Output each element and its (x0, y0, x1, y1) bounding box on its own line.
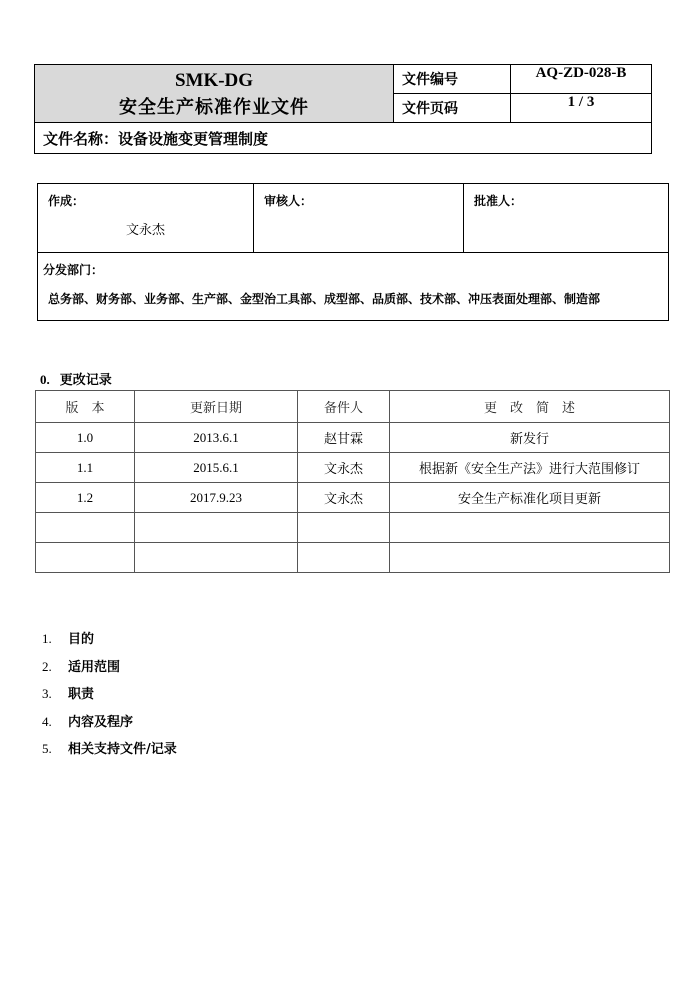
list-item (42, 711, 177, 739)
section-title: 相关支持文件/记录 (68, 742, 177, 757)
date-cell: 2017.9.23 (135, 483, 298, 513)
approval-table (37, 183, 669, 321)
table-row (36, 453, 670, 483)
table-row (36, 513, 670, 543)
document-type: 安全生产标准作业文件 (119, 96, 309, 118)
section-list (42, 628, 177, 766)
author-label: 作成： (48, 194, 85, 208)
section-number: 3. (42, 686, 52, 701)
reviewer-label: 审核人： (264, 194, 313, 208)
version-cell (36, 513, 135, 543)
version-cell (36, 543, 135, 573)
section-title: 适用范围 (68, 659, 121, 675)
list-item (42, 656, 177, 684)
date-cell: 2013.6.1 (135, 423, 298, 453)
document-title-row (35, 123, 652, 154)
list-item (42, 628, 177, 656)
company-name: SMK-DG (174, 69, 254, 91)
table-row (36, 423, 670, 453)
author-name: 文永杰 (125, 223, 165, 238)
person-cell: 文永杰 (298, 453, 390, 483)
author-cell (38, 184, 254, 253)
revision-header-row (36, 391, 670, 423)
column-header-person: 备件人 (298, 391, 390, 423)
date-cell (135, 513, 298, 543)
version-cell: 1.2 (36, 483, 135, 513)
document-title-label: 文件名称： (43, 129, 119, 148)
list-item (42, 738, 177, 766)
column-header-version: 版 本 (36, 391, 135, 423)
version-cell: 1.1 (36, 453, 135, 483)
document-header (34, 64, 652, 154)
section-number: 1. (42, 631, 52, 646)
revision-heading (40, 369, 112, 388)
approver-label: 批准人： (474, 194, 523, 208)
company-cell (35, 65, 394, 123)
column-header-description: 更 改 简 述 (390, 391, 670, 423)
section-title: 目的 (68, 632, 95, 647)
page-label: 文件页码 (394, 94, 511, 123)
approver-cell (464, 184, 669, 253)
person-cell: 文永杰 (298, 483, 390, 513)
doc-number-label: 文件编号 (394, 65, 511, 94)
person-cell: 赵甘霖 (298, 423, 390, 453)
description-cell (390, 513, 670, 543)
document-title: 设备设施变更管理制度 (118, 129, 269, 148)
list-item (42, 683, 177, 711)
table-row (36, 543, 670, 573)
distribution-label: 分发部门： (43, 263, 104, 277)
section-title: 内容及程序 (68, 714, 134, 730)
date-cell (135, 543, 298, 573)
section-number: 4. (42, 713, 52, 729)
table-row (36, 483, 670, 513)
page-number: 1 / 3 (511, 94, 652, 123)
description-cell: 新发行 (390, 423, 670, 453)
revision-table (35, 390, 670, 573)
description-cell: 根据新《安全生产法》进行大范围修订 (390, 453, 670, 483)
date-cell: 2015.6.1 (135, 453, 298, 483)
revision-heading-text: 更改记录 (59, 373, 112, 388)
distribution-cell (38, 253, 669, 321)
version-cell: 1.0 (36, 423, 135, 453)
doc-number: AQ-ZD-028-B (511, 65, 652, 94)
section-number: 2. (42, 658, 52, 674)
section-number: 5. (42, 741, 52, 756)
revision-heading-number: 0. (40, 372, 50, 387)
person-cell (298, 543, 390, 573)
section-title: 职责 (68, 687, 95, 702)
person-cell (298, 513, 390, 543)
description-cell (390, 543, 670, 573)
column-header-date: 更新日期 (135, 391, 298, 423)
reviewer-cell (254, 184, 464, 253)
description-cell: 安全生产标准化项目更新 (390, 483, 670, 513)
distribution-list: 总务部、财务部、业务部、生产部、金型治工具部、成型部、品质部、技术部、冲压表面处理部、制造部 (48, 292, 601, 306)
